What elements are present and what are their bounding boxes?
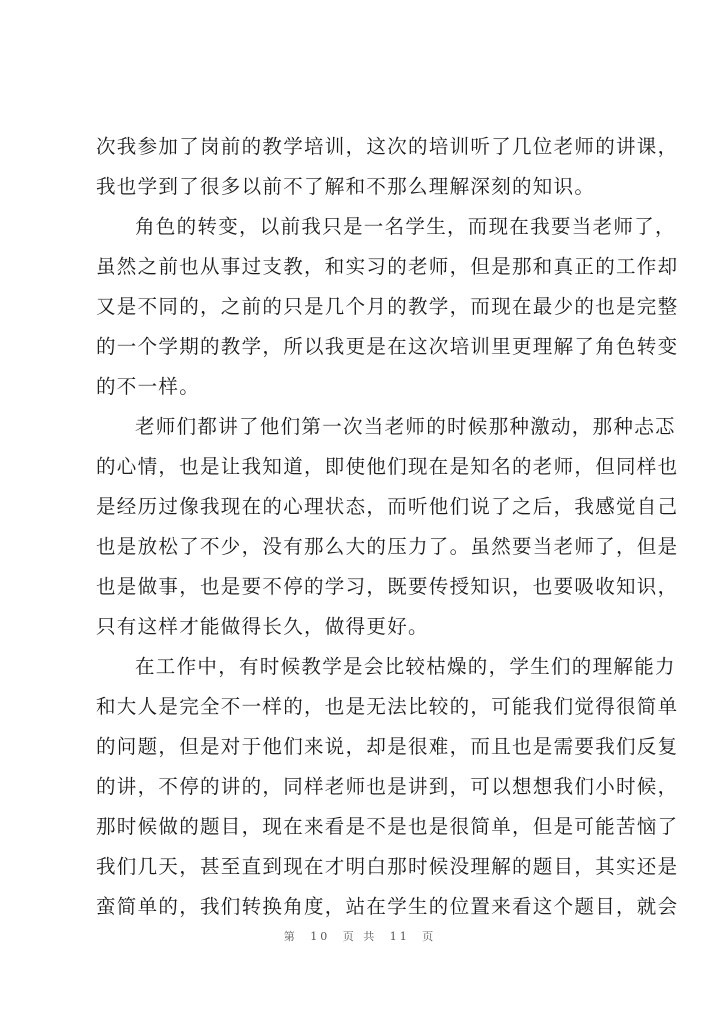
text-line: 虽然之前也从事过支教，和实习的老师，但是那和真正的工作却 bbox=[96, 255, 679, 278]
text-line: 的不一样。 bbox=[96, 375, 201, 398]
footer-middle: 页 共 bbox=[342, 930, 378, 943]
text-line: 老师们都讲了他们第一次当老师的时候那种激动，那种忐忑 bbox=[135, 415, 676, 438]
footer-suffix: 页 bbox=[422, 930, 437, 943]
current-page-number: 10 bbox=[310, 930, 331, 943]
text-line: 那时候做的题目，现在来看是不是也是很简单，但是可能苦恼了 bbox=[96, 815, 679, 838]
text-line: 和大人是完全不一样的，也是无法比较的，可能我们觉得很简单 bbox=[96, 695, 679, 718]
text-line: 又是不同的，之前的只是几个月的教学，而现在最少的也是完整 bbox=[96, 295, 679, 318]
text-line: 次我参加了岗前的教学培训，这次的培训听了几位老师的讲课， bbox=[96, 135, 679, 158]
text-line: 我们几天，甚至直到现在才明白那时候没理解的题目，其实还是 bbox=[96, 855, 679, 878]
text-line: 的一个学期的教学，所以我更是在这次培训里更理解了角色转变 bbox=[96, 335, 679, 358]
text-line: 我也学到了很多以前不了解和不那么理解深刻的知识。 bbox=[96, 175, 596, 198]
text-line: 角色的转变，以前我只是一名学生，而现在我要当老师了， bbox=[135, 215, 676, 238]
text-line: 也是放松了不少，没有那么大的压力了。虽然要当老师了，但是 bbox=[96, 535, 679, 558]
text-line: 是经历过像我现在的心理状态，而听他们说了之后，我感觉自己 bbox=[96, 495, 679, 518]
text-line: 只有这样才能做得长久，做得更好。 bbox=[96, 615, 429, 638]
total-page-count: 11 bbox=[389, 930, 410, 943]
text-line: 的心情，也是让我知道，即使他们现在是知名的老师，但同样也 bbox=[96, 455, 679, 478]
text-line: 在工作中，有时候教学是会比较枯燥的，学生们的理解能力 bbox=[135, 655, 676, 678]
text-line: 的讲，不停的讲的，同样老师也是讲到，可以想想我们小时候， bbox=[96, 775, 679, 798]
page-footer bbox=[0, 928, 720, 944]
text-line: 的问题，但是对于他们来说，却是很难，而且也是需要我们反复 bbox=[96, 735, 679, 758]
footer-prefix: 第 bbox=[283, 930, 298, 943]
text-line: 蛮简单的，我们转换角度，站在学生的位置来看这个题目，就会 bbox=[96, 895, 679, 918]
text-line: 也是做事，也是要不停的学习，既要传授知识，也要吸收知识， bbox=[96, 575, 679, 598]
